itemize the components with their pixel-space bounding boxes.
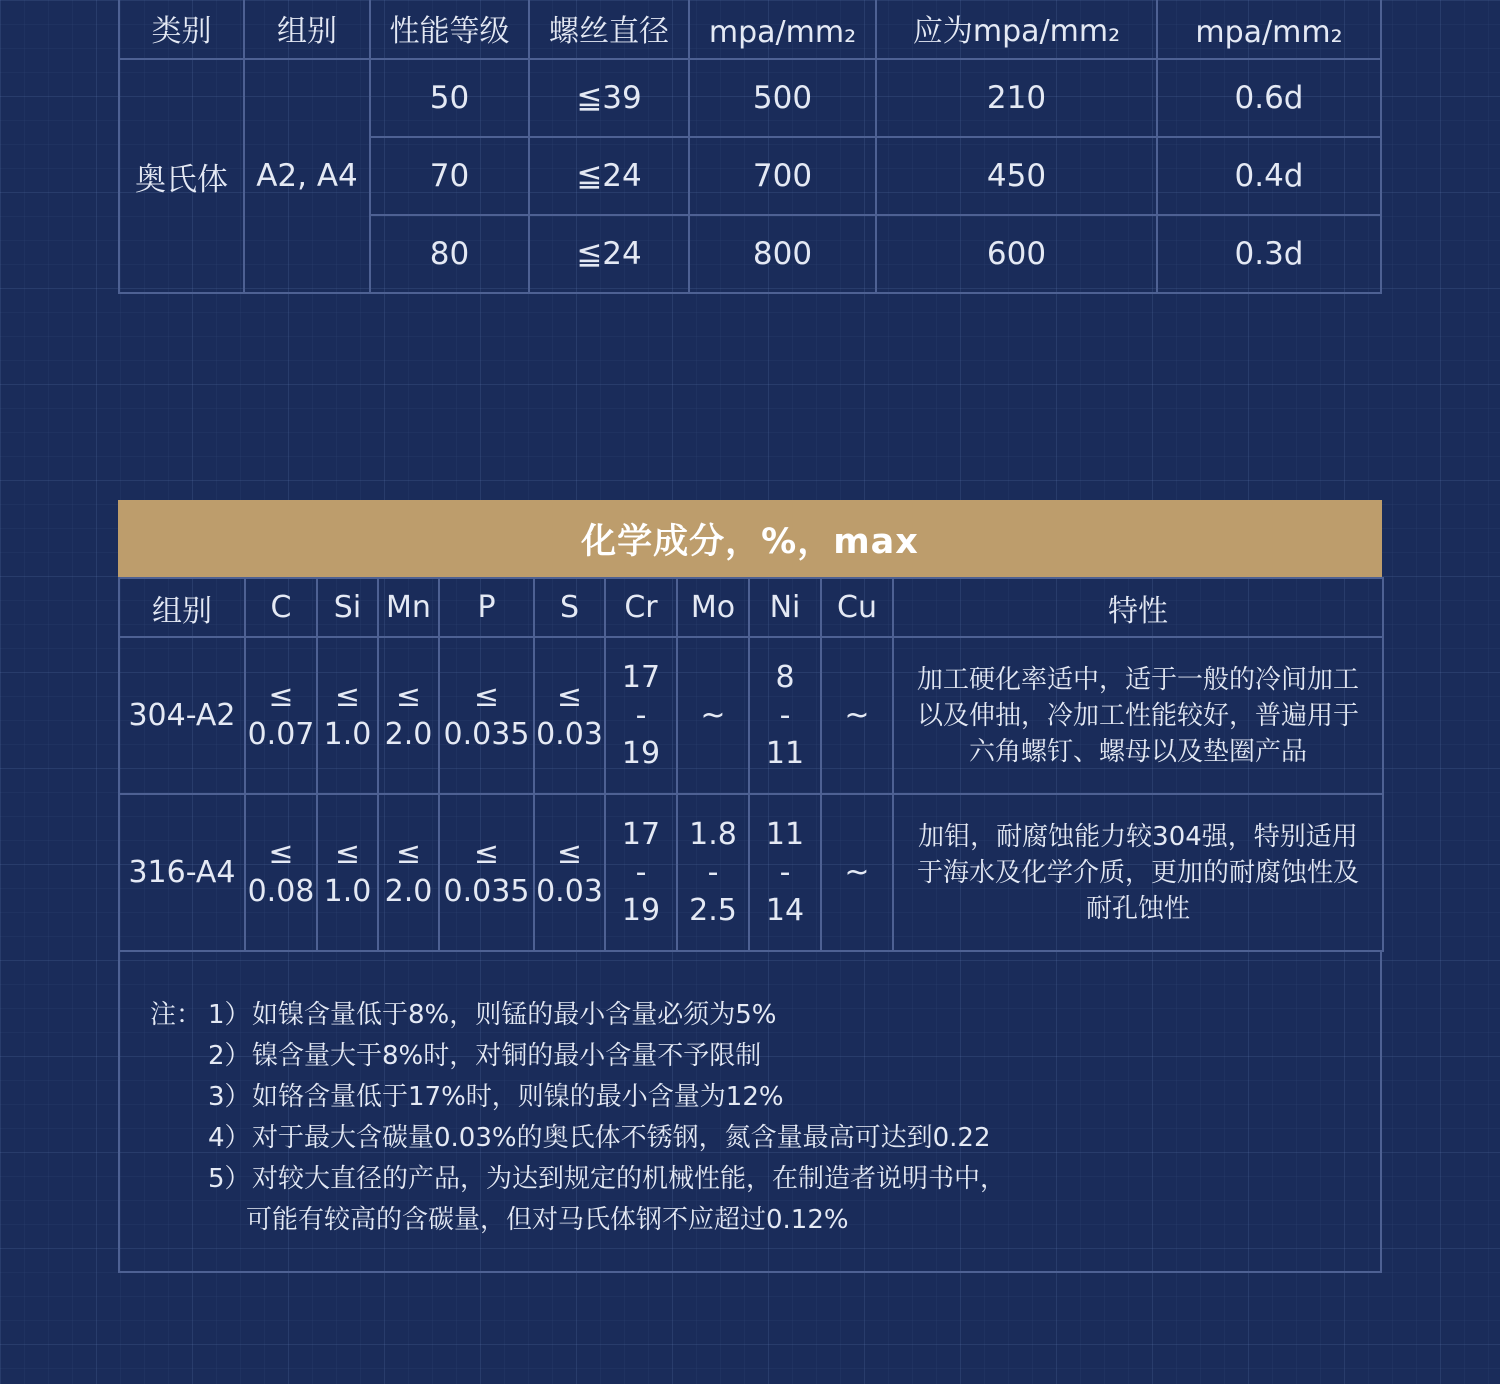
nickel-cell: 11 - 14	[749, 794, 821, 951]
diameter-cell: ≦39	[529, 59, 689, 137]
note-number: 2）	[208, 1041, 251, 1071]
diameter-cell: ≦24	[529, 215, 689, 293]
header-cell: Ni	[749, 578, 821, 637]
manganese-cell: ≤ 2.0	[378, 794, 439, 951]
group-cell: 304-A2	[119, 637, 245, 794]
header-cell: Mn	[378, 578, 439, 637]
nickel-cell: 8 - 11	[749, 637, 821, 794]
tensile-cell: 700	[689, 137, 876, 215]
header-cell: 特性	[893, 578, 1383, 637]
molybdenum-cell: 1.8 - 2.5	[677, 794, 749, 951]
feature-cell: 加钼，耐腐蚀能力较304强，特别适用于海水及化学介质，更加的耐腐蚀性及耐孔蚀性	[893, 794, 1383, 951]
table-row	[119, 794, 1383, 951]
chemical-composition-table	[118, 577, 1384, 952]
grade-cell: 50	[370, 59, 529, 137]
header-cell: 组别	[119, 578, 245, 637]
note-number: 4）	[208, 1123, 251, 1153]
note-text: 对较大直径的产品，为达到规定的机械性能，在制造者说明书中，	[252, 1164, 1007, 1194]
group-cell: A2, A4	[244, 59, 370, 293]
header-cell: S	[534, 578, 605, 637]
tensile-cell: 800	[689, 215, 876, 293]
note-line	[150, 1118, 1006, 1159]
manganese-cell: ≤ 2.0	[378, 637, 439, 794]
copper-cell: ~	[821, 794, 893, 951]
carbon-cell: ≤ 0.07	[245, 637, 317, 794]
header-cell: 应为mpa/mm₂	[876, 0, 1157, 59]
note-text: 如铬含量低于17%时，则镍的最小含量为12%	[252, 1082, 784, 1112]
note-prefix: 注：	[150, 1000, 203, 1030]
yield-cell: 210	[876, 59, 1157, 137]
table-header-row	[119, 0, 1381, 59]
header-cell: Mo	[677, 578, 749, 637]
note-line	[150, 995, 1006, 1036]
note-number: 3）	[208, 1082, 251, 1112]
header-cell: C	[245, 578, 317, 637]
diameter-cell: ≦24	[529, 137, 689, 215]
sulfur-cell: ≤ 0.03	[534, 637, 605, 794]
feature-cell: 加工硬化率适中，适于一般的冷间加工以及伸抽，冷加工性能较好，普遍用于六角螺钉、螺母以及垫圈产品	[893, 637, 1383, 794]
carbon-cell: ≤ 0.08	[245, 794, 317, 951]
table-header-row	[119, 578, 1383, 637]
silicon-cell: ≤ 1.0	[317, 794, 378, 951]
header-cell: mpa/mm₂	[689, 0, 876, 59]
elongation-cell: 0.3d	[1157, 215, 1381, 293]
note-line	[150, 1159, 1006, 1200]
mechanical-properties-table	[118, 0, 1382, 294]
header-cell: P	[439, 578, 534, 637]
header-cell: Cr	[605, 578, 677, 637]
note-number: 5）	[208, 1164, 251, 1194]
elongation-cell: 0.6d	[1157, 59, 1381, 137]
copper-cell: ~	[821, 637, 893, 794]
note-line	[150, 1036, 1006, 1077]
header-cell: 性能等级	[370, 0, 529, 59]
sulfur-cell: ≤ 0.03	[534, 794, 605, 951]
header-cell: 螺丝直径	[529, 0, 689, 59]
chemical-composition-title: 化学成分，%，max	[118, 500, 1382, 577]
header-cell: Si	[317, 578, 378, 637]
molybdenum-cell: ~	[677, 637, 749, 794]
yield-cell: 600	[876, 215, 1157, 293]
category-cell: 奥氏体	[119, 59, 244, 293]
header-cell: Cu	[821, 578, 893, 637]
chromium-cell: 17 - 19	[605, 794, 677, 951]
yield-cell: 450	[876, 137, 1157, 215]
silicon-cell: ≤ 1.0	[317, 637, 378, 794]
note-text: 如镍含量低于8%，则锰的最小含量必须为5%	[252, 1000, 777, 1030]
grade-cell: 80	[370, 215, 529, 293]
header-cell: 组别	[244, 0, 370, 59]
grade-cell: 70	[370, 137, 529, 215]
group-cell: 316-A4	[119, 794, 245, 951]
notes	[150, 995, 1006, 1241]
tensile-cell: 500	[689, 59, 876, 137]
phosphorus-cell: ≤ 0.035	[439, 637, 534, 794]
table-row	[119, 637, 1383, 794]
header-cell: 类别	[119, 0, 244, 59]
note-text: 镍含量大于8%时，对铜的最小含量不予限制	[252, 1041, 762, 1071]
elongation-cell: 0.4d	[1157, 137, 1381, 215]
header-cell: mpa/mm₂	[1157, 0, 1381, 59]
note-number: 1）	[208, 1000, 251, 1030]
note-continuation: 可能有较高的含碳量，但对马氏体钢不应超过0.12%	[246, 1205, 849, 1235]
table-row	[119, 59, 1381, 137]
phosphorus-cell: ≤ 0.035	[439, 794, 534, 951]
note-text: 对于最大含碳量0.03%的奥氏体不锈钢，氮含量最高可达到0.22	[252, 1123, 991, 1153]
note-line	[150, 1077, 1006, 1118]
chromium-cell: 17 - 19	[605, 637, 677, 794]
